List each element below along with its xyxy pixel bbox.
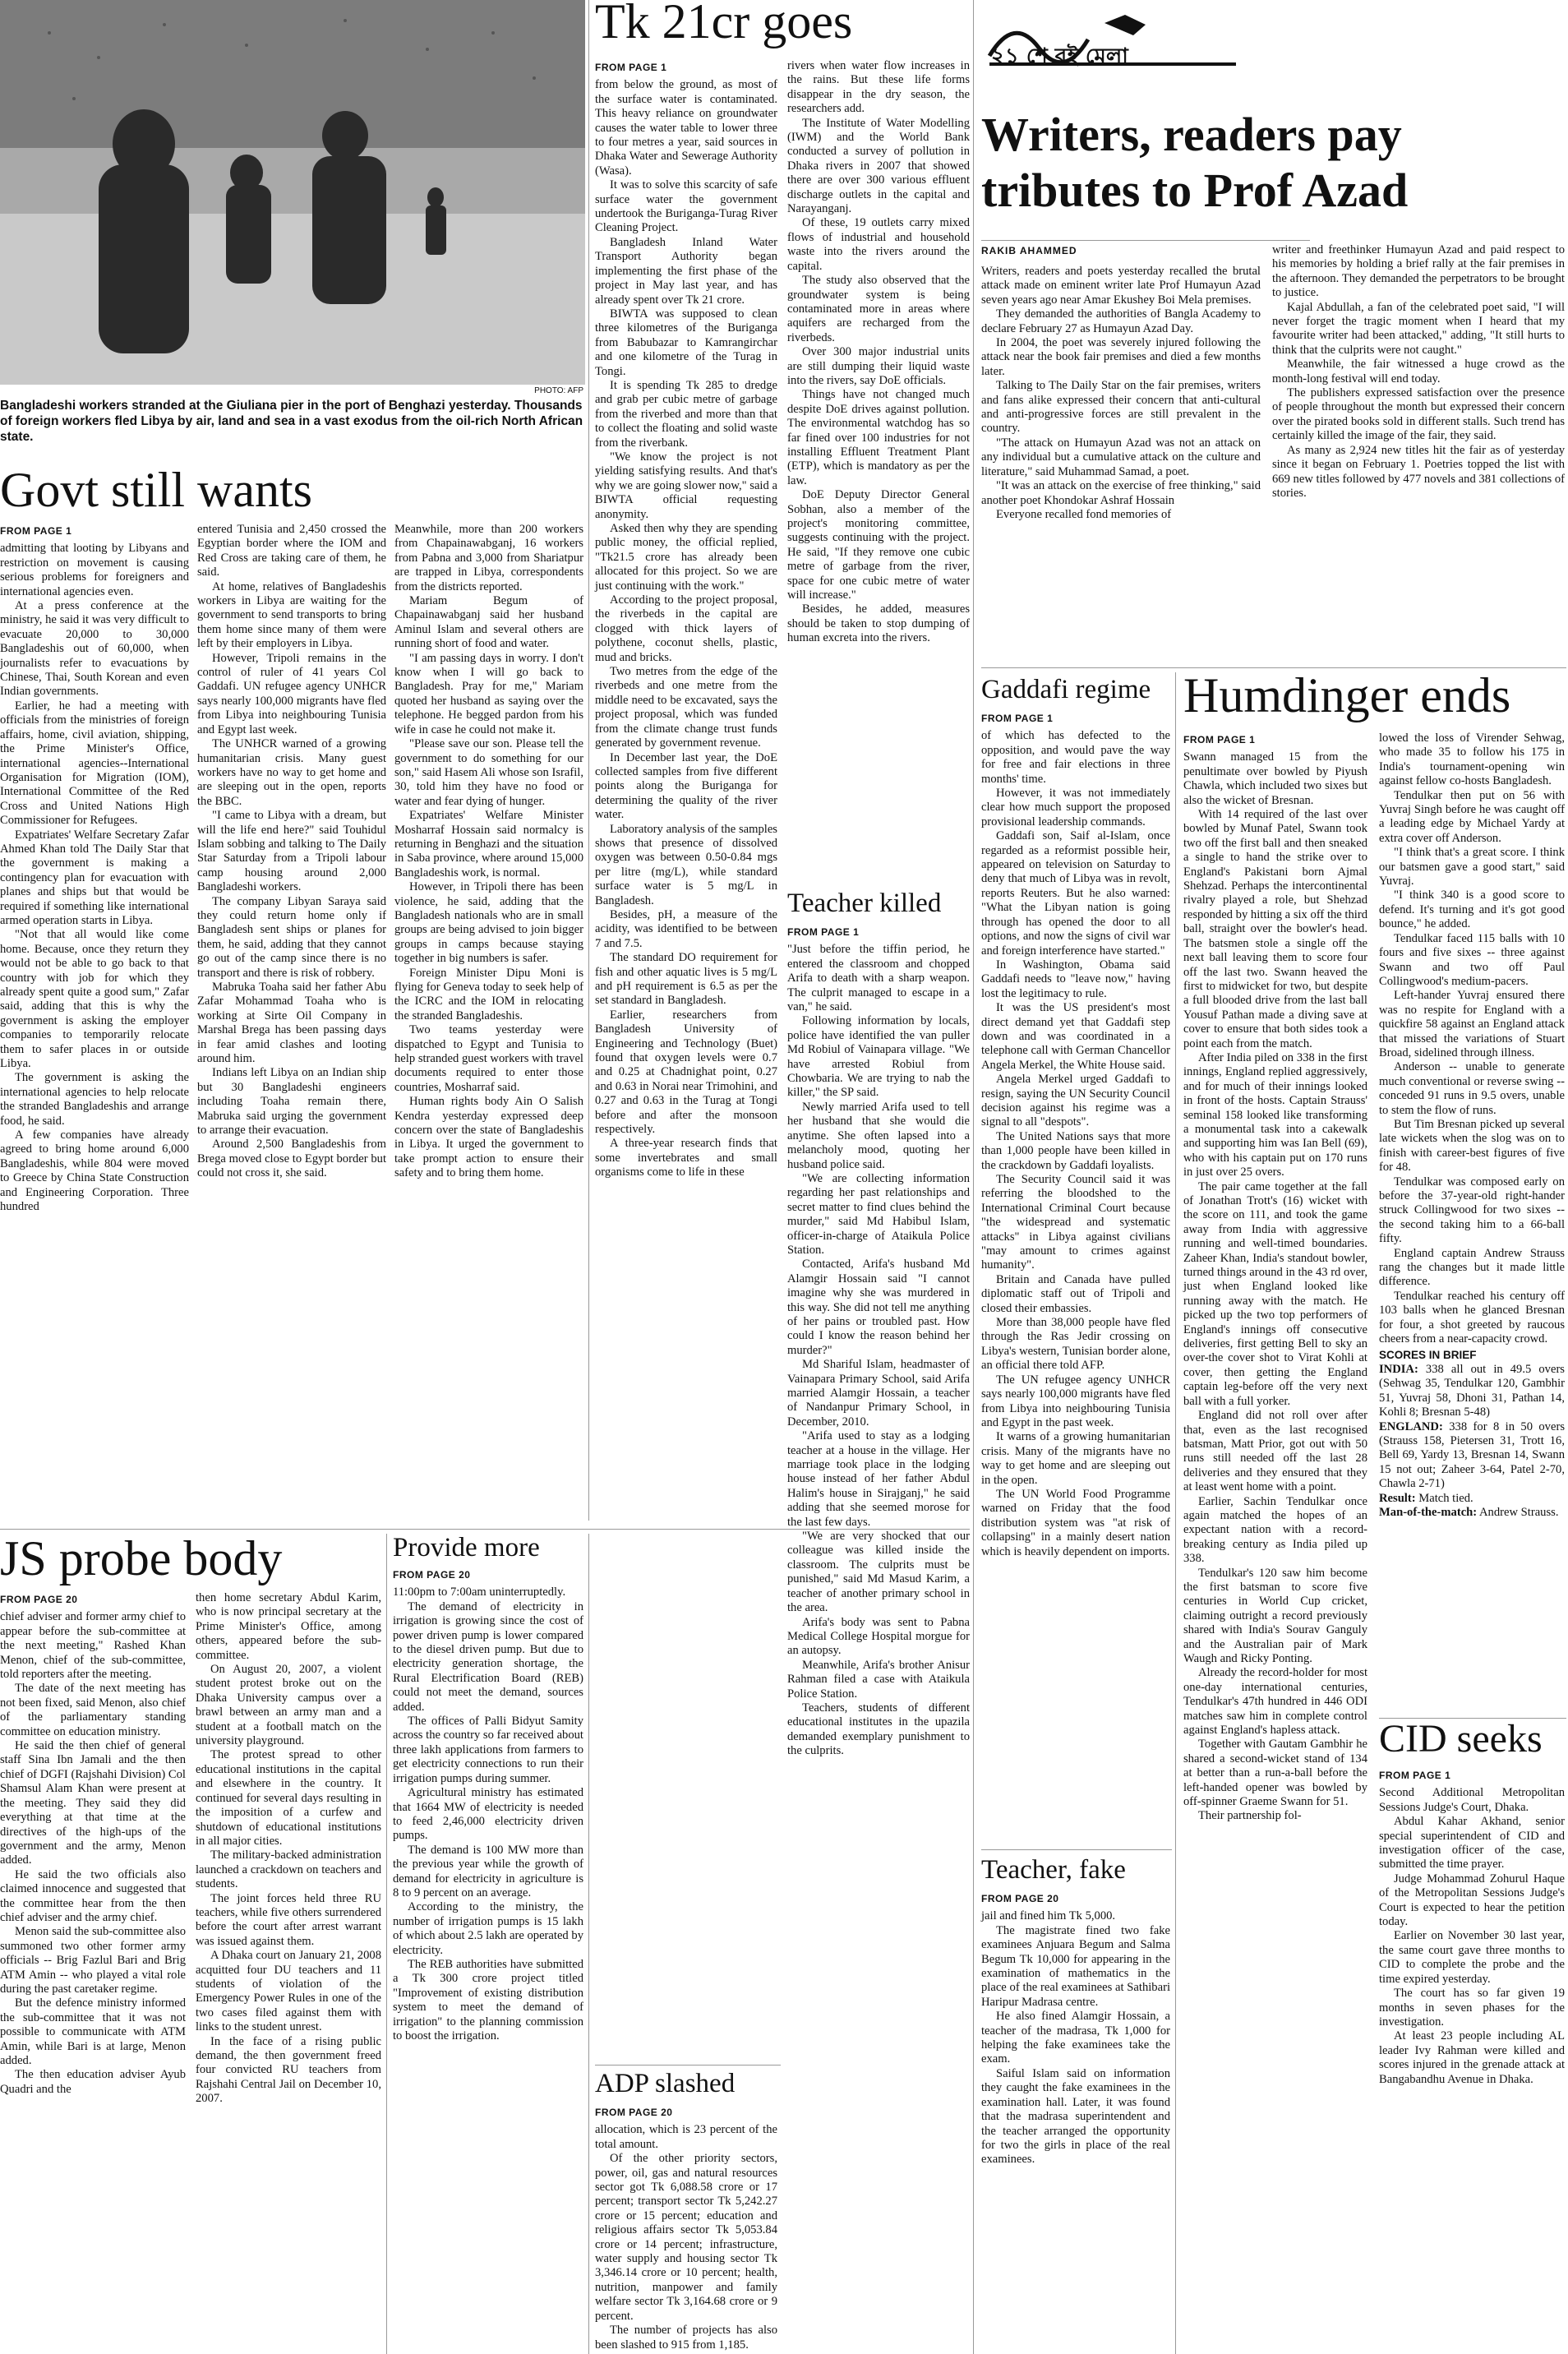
- headline-cid: CID seeks: [1379, 1717, 1543, 1761]
- paragraph: According to the ministry, the number of irrigation pumps is 15 lakh of which about 2.5 lakh are operated by electricity.: [393, 1900, 583, 1957]
- article-writers: [981, 107, 1566, 219]
- paragraph: It is spending Tk 285 to dredge and grab per cubic metre of garbage from the riverbed and more than that to collect the floating and solid waste from the riverbank.: [595, 378, 777, 450]
- from-page-label: FROM PAGE 1: [1379, 1770, 1451, 1781]
- paragraph: "Not that all would like come home. Because, once they return they would not be able to go back to that country with job for which they already spent quite a good sum," Zafar said, adding that this is why the government is asking the employer companies to temporarily relocate them to safer places in or outside Libya.: [0, 928, 189, 1071]
- paragraph: The number of projects has also been slashed to 915 from 1,185.: [595, 2324, 777, 2352]
- paragraph: lowed the loss of Virender Sehwag, who made 35 to follow his 175 in India's tournament-opening win against fellow co-hosts Bangladesh.: [1379, 732, 1565, 788]
- paragraph: Swann managed 15 from the penultimate over bowled by Piyush Chawla, which included two sixes but also the wicket of Bresnan.: [1183, 750, 1367, 807]
- paragraph: In Washington, Obama said Gaddafi needs to "leave now," having lost the legitimacy to rule.: [981, 958, 1170, 1000]
- score-mom-text: Andrew Strauss.: [1477, 1505, 1559, 1519]
- paragraph: Together with Gautam Gambhir he shared a second-wicket stand of 134 at better than a run-a-ball before the left-handed opener was bowled by off-spinner Graeme Swann for 51.: [1183, 1738, 1367, 1809]
- paragraph: Anderson -- unable to generate much conventional or reverse swing -- conceded 91 runs in 9.5 overs, unable to stem the flow of runs.: [1379, 1060, 1565, 1117]
- paragraph: entered Tunisia and 2,450 crossed the Egyptian border where the IOM and Red Cross are taking care of them, he said.: [197, 523, 386, 579]
- paragraph: Tendulkar faced 115 balls with 10 fours and five sixes -- three against Swann and two off Paul Collingwood's medium-pacers.: [1379, 931, 1565, 988]
- paragraph: Gaddafi son, Saif al-Islam, once regarded as a reformist possible heir, appeared on television on Saturday to deny that much of Libya was in revolt, reports Reuters. But he also warned: "What the Libyan nation is going through has opened the door to all options, and now the signs of civil war and foreign interference have started.": [981, 829, 1170, 958]
- paragraph: The publishers expressed satisfaction over the presence of people throughout the month but expressed their concern over the pirated books sold in different stalls. Such trend has certainly killed the image of the fair, they said.: [1272, 386, 1565, 443]
- govt-col-2: [197, 523, 386, 1521]
- headline-gaddafi: Gaddafi regime: [981, 675, 1151, 704]
- paragraph: writer and freethinker Humayun Azad and paid respect to his memories by holding a brief rally at the fair premises in the afternoon. They demanded the perpetrators to be brought to justice.: [1272, 243, 1565, 300]
- paragraph: Tendulkar then put on 56 with Yuvraj Singh before he was caught off a leading edge by Michael Yardy at extra cover off Anderson.: [1379, 788, 1565, 845]
- headline-humdinger: Humdinger ends: [1183, 668, 1511, 722]
- paragraph: Already the record-holder for most one-day international centuries, Tendulkar's 47th hundred in 446 ODI matches saw him in complete control against England's hapless attack.: [1183, 1666, 1367, 1738]
- paragraph: Of these, 19 outlets carry mixed flows of industrial and household waste into the rivers around the capital.: [787, 216, 970, 273]
- paragraph: The standard DO requirement for fish and other aquatic lives is 5 mg/L and pH requirement is 6.5 as per the set standard in Bangladesh.: [595, 951, 777, 1008]
- paragraph: England captain Andrew Strauss rang the changes but it made little difference.: [1379, 1246, 1565, 1289]
- paragraph: Of the other priority sectors, power, oil, gas and natural resources sector got Tk 6,088.58 crore or 17 percent; transport sector Tk 5,242.27 crore or 15 percent; education and religious affairs sector Tk 5,053.84 crore or 14 percent; infrastructure, water supply and housing sector Tk 3,346.14 crore or 10 percent; health, nutrition, manpower and family welfare sector Tk 3,164.68 crore or 9 percent.: [595, 2152, 777, 2323]
- paragraph: Meanwhile, more than 200 workers from Chapainawabganj, 16 workers from Pabna and 3,000 from Shariatpur are trapped in Libya, correspondents from the districts reported.: [394, 523, 583, 593]
- paragraph: Meanwhile, Arifa's brother Anisur Rahman filed a case with Ataikula Police Station.: [787, 1658, 970, 1701]
- paragraph: With 14 required of the last over bowled by Munaf Patel, Swann took two off the first ball and then sneaked a single to hand the strike over to England's Pakistani born Ajmal Shehzad. Perhaps the intercontinental rivalry played a role, but Shehzad responded by hitting a six off the third ball, straight over the bowler's head. The batsmen stole a single off the next ball leaving them to score four off the last two. Swann heaved the first to midwicket for two, but despite a full blooded drive from the last ball Yousuf Pathan made a diving save at cover to ensure that both sides took a point each from the match.: [1183, 808, 1367, 1050]
- paragraph: But Tim Bresnan picked up several late wickets when the slog was on to finish with career-best figures of five for 48.: [1379, 1117, 1565, 1175]
- paragraph: The UN refugee agency UNHCR says nearly 100,000 migrants have fled from Libya into neighbouring Tunisia and Egypt in the past week.: [981, 1373, 1170, 1429]
- provide-col: [393, 1567, 583, 2354]
- from-page-label: FROM PAGE 1: [0, 525, 72, 537]
- paragraph: As many as 2,924 new titles hit the fair as of yesterday since it began on February 1. Poetries topped the list with 669 new titles followed by 477 novels and 381 collections of stories.: [1272, 443, 1565, 500]
- paragraph: Tendulkar's 120 saw him become the first batsman to score five centuries in World Cup cricket, claiming outright a record previously shared with India's Sourav Ganguly and the Australian pair of Mark Waugh and Ricky Ponting.: [1183, 1566, 1367, 1665]
- paragraph: jail and fined him Tk 5,000.: [981, 1909, 1116, 1923]
- paragraph: DoE Deputy Director General Sobhan, also a member of the project's monitoring committee, suggests continuing with the project. He said, "If they remove one cubic metre of garbage from the river, space for one cubic metre of water will increase.": [787, 488, 970, 602]
- book-fair-logo: [981, 7, 1244, 89]
- paragraph: The pair came together at the fall of Jonathan Trott's (16) wicket with the score on 111, and took the game away from India with aggressive running and well-timed boundaries. Zaheer Khan, India's standout bowler, turned things around in the 43 rd over, just when England looked like running away with the match. He picked up the two top performers of England's innings off consecutive deliveries, first getting Bell to sky an over-the cover shot to Virat Kohli at cover, then getting the England captain leg-before off the very next ball with a full yorker.: [1183, 1179, 1367, 1408]
- paragraph: admitting that looting by Libyans and restriction on movement is causing serious problems for foreigners and international agencies even.: [0, 542, 189, 598]
- headline-teacher-killed: Teacher killed: [787, 889, 942, 918]
- paragraph: At least 23 people including AL leader Ivy Rahman were killed and scores injured in the grenade attack at Bangabandhu Avenue in Dhaka.: [1379, 2029, 1565, 2086]
- cid-col: [1379, 1767, 1565, 2354]
- paragraph: Menon said the sub-committee also summoned two other former army officials -- Brig Fazlul Bari and Brig ATM Amin -- who played a vital role during the past caretaker regime.: [0, 1925, 186, 1996]
- score-india: [1379, 1363, 1565, 1420]
- paragraph: Besides, pH, a measure of the acidity, was identified to be between 7 and 7.5.: [595, 907, 777, 950]
- byline: RAKIB AHAMMED: [981, 245, 1077, 256]
- from-page-label: FROM PAGE 20: [595, 2107, 673, 2118]
- paragraph: It was the US president's most direct demand yet that Gaddafi step down and was coordinated in a telephone call with German Chancellor Angela Merkel, the White House said.: [981, 1001, 1170, 1072]
- paragraph: Earlier, he had a meeting with officials from the ministries of foreign affairs, home, civil aviation, shipping, the Prime Minister's Office, international agencies--International Organisation for Migration (IOM), International Committee of the Red Cross and United Nations High Commissioner for Refugees.: [0, 699, 189, 828]
- tk21-col-1: [595, 59, 777, 1521]
- paragraph: The court has so far given 19 months in seven phases for the investigation.: [1379, 1987, 1565, 2029]
- paragraph: More than 38,000 people have fled through the Ras Jedir crossing on Libya's western, Tunisian border alone, an official there told AFP.: [981, 1316, 1170, 1373]
- paragraph: "Just before the tiffin period, he entered the classroom and chopped Arifa to death with a sharp weapon. The culprit managed to escape in a van," he said.: [787, 943, 970, 1014]
- paragraph: The company Libyan Saraya said they could return home only if Bangladesh sent ships or planes for them, he said, adding that they cannot go out of the camp since there is no transport and there is risk of robbery.: [197, 894, 386, 980]
- js-col-2: [196, 1591, 381, 2354]
- score-mom: [1379, 1506, 1565, 1520]
- teacher-fake-col: [981, 1890, 1170, 2354]
- score-mom-label: Man-of-the-match:: [1379, 1505, 1478, 1519]
- paragraph: On August 20, 2007, a violent student protest broke out on the Dhaka University campus over a brawl between an army man and a student at a football match on the university playground.: [196, 1663, 381, 1748]
- paragraph: He said the two officials also claimed innocence and suggested that the committee hear from the then chief adviser and the army chief.: [0, 1867, 186, 1924]
- paragraph: "I came to Libya with a dream, but will the life end here?" said Touhidul Islam sobbing and talking to The Daily Star Saturday from a Tripoli labour camp housing around 2,000 Bangladeshi workers.: [197, 809, 386, 894]
- paragraph: The study also observed that the groundwater system is being contaminated more in areas where aquifers are recharged from the riverbeds.: [787, 274, 970, 344]
- paragraph: The protest spread to other educational institutions in the capital and elsewhere in the country. It continued for several days resulting in the imposition of a curfew and shutdown of educational institutions in all major cities.: [196, 1748, 381, 1848]
- paragraph: However, it was not immediately clear how much support the proposed provisional leadership commands.: [981, 787, 1170, 829]
- paragraph: A Dhaka court on January 21, 2008 acquitted four DU teachers and 11 students of violation of the Emergency Power Rules in one of the two cases filed against them with links to the student unrest.: [196, 1949, 381, 2034]
- govt-col-3: [394, 523, 583, 1521]
- paragraph: Earlier on November 30 last year, the same court gave three months to CID to complete the probe and the time expired yesterday.: [1379, 1929, 1565, 1986]
- paragraph: Britain and Canada have pulled diplomatic staff out of Tripoli and closed their embassies.: [981, 1272, 1170, 1315]
- headline-writers-line1: Writers, readers pay: [981, 108, 1402, 161]
- paragraph: 11:00pm to 7:00am uninterruptedly.: [393, 1585, 566, 1599]
- paragraph: Asked then why they are spending public money, the official replied, "Tk21.5 crore has already been allocated for this project. So we are just continuing with the work.": [595, 522, 777, 593]
- paragraph: At home, relatives of Bangladeshis workers in Libya are waiting for the government to send transports to bring them home since many of them were left by their employers in Libya.: [197, 579, 386, 651]
- paragraph: Kajal Abdullah, a fan of the celebrated poet said, "I will never forget the tragic moment when I heard that my favourite writer had been attacked," adding, "It still hurts to think that the culprits were not caught.": [1272, 300, 1565, 357]
- paragraph: England did not roll over after that, even as the last recognised batsman, Matt Prior, got out with 50 runs still needed off the last 28 deliveries and they ensured that they at least went home with a point.: [1183, 1409, 1367, 1494]
- paragraph: The date of the next meeting has not been fixed, said Menon, also chief of the parliamentary standing committee on education ministry.: [0, 1682, 186, 1738]
- teacher-killed-col: [787, 924, 970, 1758]
- paragraph: Mabruka Toaha said her father Abu Zafar Mohammad Toaha who is working at Sirte Oil Company in Marshal Brega has been passing days in fear amid clashes and looting around him.: [197, 981, 386, 1066]
- paragraph: "Please save our son. Please tell the government to do something for our son," said Hasem Ali whose son Israfil, 30, told him they have no food or water and fear dying of hunger.: [394, 737, 583, 808]
- paragraph: Things have not changed much despite DoE drives against pollution. The environmental watchdog has so far fined over 100 industries for not installing Effluent Treatment Plant (ETP), which is mandatory as per the law.: [787, 388, 970, 487]
- paragraph: Everyone recalled fond memories of: [996, 507, 1172, 521]
- paragraph: Two teams yesterday were dispatched to Egypt and Tunisia to help stranded guest workers with travel documents required to enter those countries, Mosharraf said.: [394, 1023, 583, 1094]
- from-page-label: FROM PAGE 1: [1183, 734, 1256, 745]
- humdinger-col-2: [1379, 732, 1565, 1710]
- paragraph: Md Shariful Islam, headmaster of Vainapara Primary School, said Arifa married Alamgir Hossain, a teacher of Nandanpur Primary School, in December, 2010.: [787, 1358, 970, 1429]
- paragraph: "I think 340 is a good score to defend. It's turning and it's got good bounce," he added.: [1379, 889, 1565, 931]
- paragraph: According to the project proposal, the riverbeds in the capital are clogged with thick layers of polythene, coconut shells, plastic, mud and bricks.: [595, 593, 777, 664]
- paragraph: Meanwhile, the fair witnessed a huge crowd as the month-long festival will end today.: [1272, 358, 1565, 385]
- paragraph: Newly married Arifa used to tell her husband that she would die anytime. She often lapsed into a melancholy mood, quoting her husband police said.: [787, 1100, 970, 1171]
- headline-govt: Govt still wants: [0, 463, 313, 517]
- score-england: [1379, 1420, 1565, 1492]
- paragraph: Around 2,500 Bangladeshis from Brega moved close to Egypt border but could not cross it, she said.: [197, 1138, 386, 1180]
- writers-col-1: [981, 265, 1261, 667]
- paragraph: Their partnership fol-: [1198, 1809, 1302, 1823]
- paragraph: "I am passing days in worry. I don't know when I will go back to Bangladesh. Pray for me," Mariam quoted her husband as saying over the telephone. He begged pardon from his wife in case he could not make it.: [394, 651, 583, 736]
- paragraph: They demanded the authorities of Bangla Academy to declare February 27 as Humayun Azad Day.: [981, 307, 1261, 335]
- paragraph: It warns of a growing humanitarian crisis. Many of the migrants have no way to get home and are sleeping out in the open.: [981, 1430, 1170, 1487]
- paragraph: However, Tripoli remains in the control of ruler of 41 years Col Gaddafi. UN refugee agency UNHCR says nearly 100,000 migrants have fled from Libya into neighbouring Tunisia and Egypt last week.: [197, 651, 386, 736]
- paragraph: rivers when water flow increases in the rains. But these life forms disappear in the dry season, the researchers add.: [787, 59, 970, 116]
- from-page-label: FROM PAGE 1: [981, 713, 1054, 724]
- photo-illustration: [0, 0, 585, 385]
- paragraph: "I think that's a great score. I think our batsmen gave a good start," said Yuvraj.: [1379, 846, 1565, 889]
- paragraph: It was to solve this scarcity of safe surface water the government undertook the Buriganga-Turag River Cleaning Project.: [595, 178, 777, 235]
- score-england-label: ENGLAND:: [1379, 1419, 1443, 1433]
- paragraph: The offices of Palli Bidyut Samity across the country so far received about three lakh applications from farmers to get electricity connections to run their irrigation pumps during summer.: [393, 1715, 583, 1785]
- paragraph: from below the ground, as most of the surface water is contaminated. This heavy reliance on groundwater causes the water table to lower three to four metres a year, said sources in Dhaka Water and Sewerage Authority (Wasa).: [595, 78, 777, 178]
- humdinger-col-1: [1183, 732, 1367, 2354]
- paragraph: BIWTA was supposed to clean three kilometres of the Buriganga from Babubazar to Kamrangirchar and one kilometre of the Turag in Tongi.: [595, 307, 777, 378]
- paragraph: Bangladesh Inland Water Transport Authority began implementing the first phase of the project in May last year, and has already spent over Tk 21 crore.: [595, 235, 777, 307]
- paragraph: A few companies have already agreed to bring home around 6,000 Bangladeshis, while 804 were moved to Greece by China State Construction and Engineering Corporation. Three hundred: [0, 1129, 189, 1214]
- tk21-col-2: [787, 59, 970, 881]
- paragraph: Arifa's body was sent to Pabna Medical College Hospital morgue for an autopsy.: [787, 1615, 970, 1658]
- scores-in-brief-title: SCORES IN BRIEF: [1379, 1349, 1477, 1362]
- paragraph: The Institute of Water Modelling (IWM) and the World Bank conducted a survey of pollution in Dhaka rivers in 2007 that showed there are over 300 various effluent discharge outlets in the capital and Narayanganj.: [787, 116, 970, 216]
- paragraph: He also fined Alamgir Hossain, a teacher of the madrasa, Tk 1,000 for helping the fake examinees take the exam.: [981, 2010, 1170, 2066]
- paragraph: Contacted, Arifa's husband Md Alamgir Hossain said "I cannot imagine why she was murdered in this way. She did not tell me anything of her pains or troubled past. How could I know the reason behind her murder?": [787, 1258, 970, 1357]
- paragraph: Teachers, students of different educational institutes in the upazila demanded exemplary punishment to the culprits.: [787, 1701, 970, 1758]
- paragraph: Over 300 major industrial units are still dumping their liquid waste into the rivers, say DoE officials.: [787, 345, 970, 387]
- paragraph: The government is asking the international agencies to help relocate the stranded Bangladeshis and arrange food, he said.: [0, 1071, 189, 1128]
- from-page-label: FROM PAGE 1: [787, 926, 860, 938]
- js-col-1: [0, 1591, 186, 2354]
- paragraph: Laboratory analysis of the samples shows that presence of dissolved oxygen was between 0.50-0.84 mgs per litre (mg/L), while standard surface water is 5 mg/L in Bangladesh.: [595, 822, 777, 907]
- paragraph: The demand of electricity in irrigation is growing since the cost of power driven pump is lower compared to the diesel driven pump. But due to electricity generation shortage, the Rural Electrification Board (REB) could not meet the demand, sources added.: [393, 1599, 583, 1714]
- from-page-label: FROM PAGE 20: [981, 1893, 1059, 1904]
- news-photo: [0, 0, 585, 385]
- paragraph: A three-year research finds that some invertebrates and small organisms come to life in these: [595, 1137, 777, 1179]
- paragraph: Tendulkar reached his century off 103 balls when he glanced Bresnan for four, a shot greeted by raucous cheers from a near-capacity crowd.: [1379, 1289, 1565, 1346]
- paragraph: Talking to The Daily Star on the fair premises, writers and fans alike expressed their concern that anti-cultural and anti-progressive forces are still prevalent in the country.: [981, 379, 1261, 436]
- gaddafi-col: [981, 710, 1170, 1844]
- paragraph: Agricultural ministry has estimated that 1664 MW of electricity is needed to feed 2,46,000 electricity driven pumps.: [393, 1786, 583, 1843]
- paragraph: Foreign Minister Dipu Moni is flying for Geneva today to seek help of the ICRC and the IOM in relocating the stranded Bangladeshis.: [394, 966, 583, 1022]
- headline-writers-line2: tributes to Prof Azad: [981, 164, 1409, 217]
- from-page-label: FROM PAGE 20: [393, 1569, 471, 1581]
- paragraph: "We are very shocked that our colleague was killed inside the classroom. The culprits must be punished," said Md Masud Karim, a teacher of another primary school in the area.: [787, 1530, 970, 1615]
- paragraph: Saiful Islam said on information they caught the fake examinees in the examination hall. Later, it was found that the madrasa superintendent and the teacher arranged the opportunity for two the girls in place of the real examinees.: [981, 2066, 1170, 2167]
- paragraph: In the face of a rising public demand, the then government freed four convicted RU teachers from Rajshahi Central Jail on December 10, 2007.: [196, 2034, 381, 2106]
- from-page-label: FROM PAGE 1: [595, 62, 667, 73]
- paragraph: The magistrate fined two fake examinees Anjuara Begum and Salma Begum Tk 10,000 for appearing in the examination of mathematics in the place of the real examinees at Sathibari Haripur Madrasa centre.: [981, 1923, 1170, 2009]
- govt-col-1: [0, 523, 189, 1521]
- paragraph: He said the then chief of general staff Sina Ibn Jamali and the then chief of DGFI (Rajshahi Division) Col Shamsul Alam Khan were present at the meeting. They said they did everything at that time at the directives of the high-ups of the government and the army, Menon added.: [0, 1739, 186, 1867]
- paragraph: Angela Merkel urged Gaddafi to resign, saying the UN Security Council decision against his regime was a signal to all "despots".: [981, 1073, 1170, 1129]
- score-india-text: 338 all out in 49.5 overs (Sehwag 35, Tendulkar 120, Gambhir 51, Yuvraj 58, Dhoni 31, Pathan 14, Kohli 8; Bresnan 5-48): [1379, 1362, 1565, 1419]
- paragraph: "The attack on Humayun Azad was not an attack on any individual but a cumulative attack on the culture and literature," said Muhammad Samad, a poet.: [981, 436, 1261, 478]
- headline-adp: ADP slashed: [595, 2069, 736, 2098]
- score-result-text: Match tied.: [1415, 1491, 1473, 1505]
- score-result-label: Result:: [1379, 1491, 1416, 1505]
- writers-col-2: [1272, 243, 1565, 667]
- headline-teacher-fake: Teacher, fake: [981, 1855, 1126, 1885]
- paragraph: "We are collecting information regarding her past relationships and secret matter to find clues behind the murder," said Md Habibul Islam, officer-in-charge of Ataikula Police Station.: [787, 1171, 970, 1257]
- paragraph: The UN World Food Programme warned on Friday that the food distribution system was "at risk of collapsing" in a mainly desert nation which is heavily dependent on imports.: [981, 1487, 1170, 1558]
- paragraph: The United Nations says that more than 1,000 people have been killed in the crackdown by Gaddafi loyalists.: [981, 1129, 1170, 1172]
- paragraph: "It was an attack on the exercise of free thinking," said another poet Khondokar Ashraf Hossain: [981, 479, 1261, 507]
- headline-provide: Provide more: [393, 1533, 540, 1562]
- paragraph: Second Additional Metropolitan Sessions Judge's Court, Dhaka.: [1379, 1786, 1565, 1814]
- paragraph: chief adviser and former army chief to appear before the sub-committee at the next meeting," Rashed Khan Menon, chief of the sub-committee, told reporters after the meeting.: [0, 1610, 186, 1682]
- paragraph: "Arifa used to stay as a lodging teacher at a house in the village. Her marriage took place in the lodging house instead of her father Abdul Halim's house in Sirajganj," he said adding that she seemed morose for the last few days.: [787, 1429, 970, 1529]
- paragraph: Two metres from the edge of the riverbeds and one metre from the middle need to be excavated, says the project proposal, which was funded from the climate change trust funds generated by government revenue.: [595, 665, 777, 750]
- headline-tk21: Tk 21cr goes: [595, 0, 853, 48]
- photo-credit: PHOTO: AFP: [534, 386, 583, 395]
- paragraph: Besides, he added, measures should be taken to stop dumping of human excreta into the rivers.: [787, 602, 970, 645]
- paragraph: Expatriates' Welfare Secretary Zafar Ahmed Khan told The Daily Star that the government is making a contingency plan for evacuation with planes and ships but that would be required if something like international armed operation starts in Libya.: [0, 828, 189, 927]
- score-india-label: INDIA:: [1379, 1362, 1418, 1376]
- paragraph: The then education adviser Ayub Quadri and the: [0, 2068, 186, 2096]
- paragraph: Tendulkar was composed early on before the 37-year-old right-hander struck Collingwood for two sixes -- the second taking him to a 66-ball fifty.: [1379, 1175, 1565, 1246]
- paragraph: "We know the project is not yielding satisfying results. And that's why we are going slower now," said a BIWTA official requesting anonymity.: [595, 450, 777, 521]
- headline-js: JS probe body: [0, 1531, 283, 1585]
- logo-text: ২১ শে বই মেলা: [991, 44, 1128, 69]
- paragraph: The Security Council said it was referring the bloodshed to the International Criminal Court because "the widespread and systematic attacks" in Libya against civilians "may amount to crimes against humanity".: [981, 1173, 1170, 1272]
- paragraph: Earlier, researchers from Bangladesh University of Engineering and Technology (Buet) found that oxygen levels were 0.7 and 0.25 at Chadnighat point, 0.27 and 0.63 in Norai near Trimohini, and 0.27 and 0.63 in the Turag at Tongi before and after the monsoon respectively.: [595, 1008, 777, 1137]
- paragraph: allocation, which is 23 percent of the total amount.: [595, 2123, 777, 2151]
- paragraph: Earlier, Sachin Tendulkar once again matched the hopes of an expectant nation with a record-breaking century as India piled up 338.: [1183, 1494, 1367, 1566]
- score-result: [1379, 1492, 1565, 1506]
- paragraph: of which has defected to the opposition, and would pave the way for free and fair elections in three months' time.: [981, 729, 1170, 786]
- paragraph: After India piled on 338 in the first innings, England replied aggressively, and for much of their innings looked in front of the hosts. Captain Strauss' seminal 158 looked like transforming a monumental task into a cakewalk and supporting him was Ian Bell (69), who with his captain put on 170 runs in just over 25 overs.: [1183, 1050, 1367, 1179]
- paragraph: However, in Tripoli there has been violence, he said, adding that the Bangladesh nationals who are in small groups are being advised to join bigger groups in camps because staying together in big numbers is safer.: [394, 880, 583, 966]
- paragraph: then home secretary Abdul Karim, who is now principal secretary at the Prime Minister's Office, among others, appeared before the sub-committee.: [196, 1591, 381, 1662]
- paragraph: In December last year, the DoE collected samples from five different points along the Buriganga for determining the quality of the river water.: [595, 750, 777, 822]
- paragraph: Following information by locals, police have identified the van puller Md Robiul of Vainapara village. "We have arrested Robiul from Chowbaria. We are trying to nab the killer," the SP said.: [787, 1014, 970, 1100]
- paragraph: The demand is 100 MW more than the previous year while the growth of demand for electricity in agriculture is 8 to 9 percent on an average.: [393, 1843, 583, 1899]
- paragraph: At a press conference at the ministry, he said it was very difficult to evacuate 20,000 to 30,000 Bangladeshis out of 60,000, when journalists refer to evacuations by Chinese, Thai, South Korean and even Indian governments.: [0, 599, 189, 699]
- paragraph: Left-hander Yuvraj ensured there was no respite for England with a quickfire 58 against an England attack that missed the variations of Stuart Broad, sidelined through illness.: [1379, 989, 1565, 1059]
- paragraph: The military-backed administration launched a crackdown on teachers and students.: [196, 1849, 381, 1891]
- paragraph: The joint forces held three RU teachers, while five others surrendered before the court after arrest warrant was issued against them.: [196, 1891, 381, 1948]
- paragraph: Mariam Begum of Chapainawabganj said her husband Aminul Islam and several others are running short of food and water.: [394, 594, 583, 651]
- paragraph: Expatriates' Welfare Minister Mosharraf Hossain said normalcy is returning in Benghazi and the situation in Saba province, where around 15,000 Bangladeshis work, is normal.: [394, 809, 583, 879]
- paragraph: Judge Mohammad Zohurul Haque of the Metropolitan Sessions Judge's Court is expected to hear the petition today.: [1379, 1872, 1565, 1929]
- paragraph: The UNHCR warned of a growing humanitarian crisis. Many guest workers have no way to get home and are sleeping out in the open, reports the BBC.: [197, 737, 386, 808]
- paragraph: The REB authorities have submitted a Tk 300 crore project titled "Improvement of existing distribution system to meet the demand of irrigation" to the planning commission to boost the irrigation.: [393, 1957, 583, 2042]
- paragraph: In 2004, the poet was severely injured following the attack near the book fair premises and died a few months later.: [981, 336, 1261, 378]
- photo-caption: Bangladeshi workers stranded at the Giuliana pier in the port of Benghazi yesterday. Thousands of foreign workers fled Libya by air, land and sea in a vast exodus from the oil-rich North African state.: [0, 399, 583, 444]
- paragraph: Human rights body Ain O Salish Kendra yesterday expressed deep concern over the state of Bangladeshis in Libya. It urged the government to take prompt action to ensure their safety and to bring them home.: [394, 1095, 583, 1180]
- paragraph: Abdul Kahar Akhand, senior special superintendent of CID and investigation officer of the case, submitted the time prayer.: [1379, 1815, 1565, 1872]
- paragraph: Indians left Libya on an Indian ship but 30 Bangladeshi engineers including Toaha remain there, Mabruka said urging the government to arrange their evacuation.: [197, 1066, 386, 1138]
- paragraph: Writers, readers and poets yesterday recalled the brutal attack made on eminent writer late Prof Humayun Azad seven years ago near Amar Ekushey Boi Mela premises.: [981, 265, 1261, 307]
- from-page-label: FROM PAGE 20: [0, 1594, 78, 1605]
- adp-col: [595, 2104, 777, 2354]
- paragraph: But the defence ministry informed the sub-committee that it was not possible to communicate with ATM Amin, while Bari is at large, Menon added.: [0, 1996, 186, 2067]
- score-england-text: 338 for 8 in 50 overs (Strauss 158, Pietersen 31, Trott 16, Bell 69, Yardy 13, Bresnan 14, Swann 15 not out; Zaheer 3-64, Patel 2-70, Chawla 2-71): [1379, 1419, 1565, 1491]
